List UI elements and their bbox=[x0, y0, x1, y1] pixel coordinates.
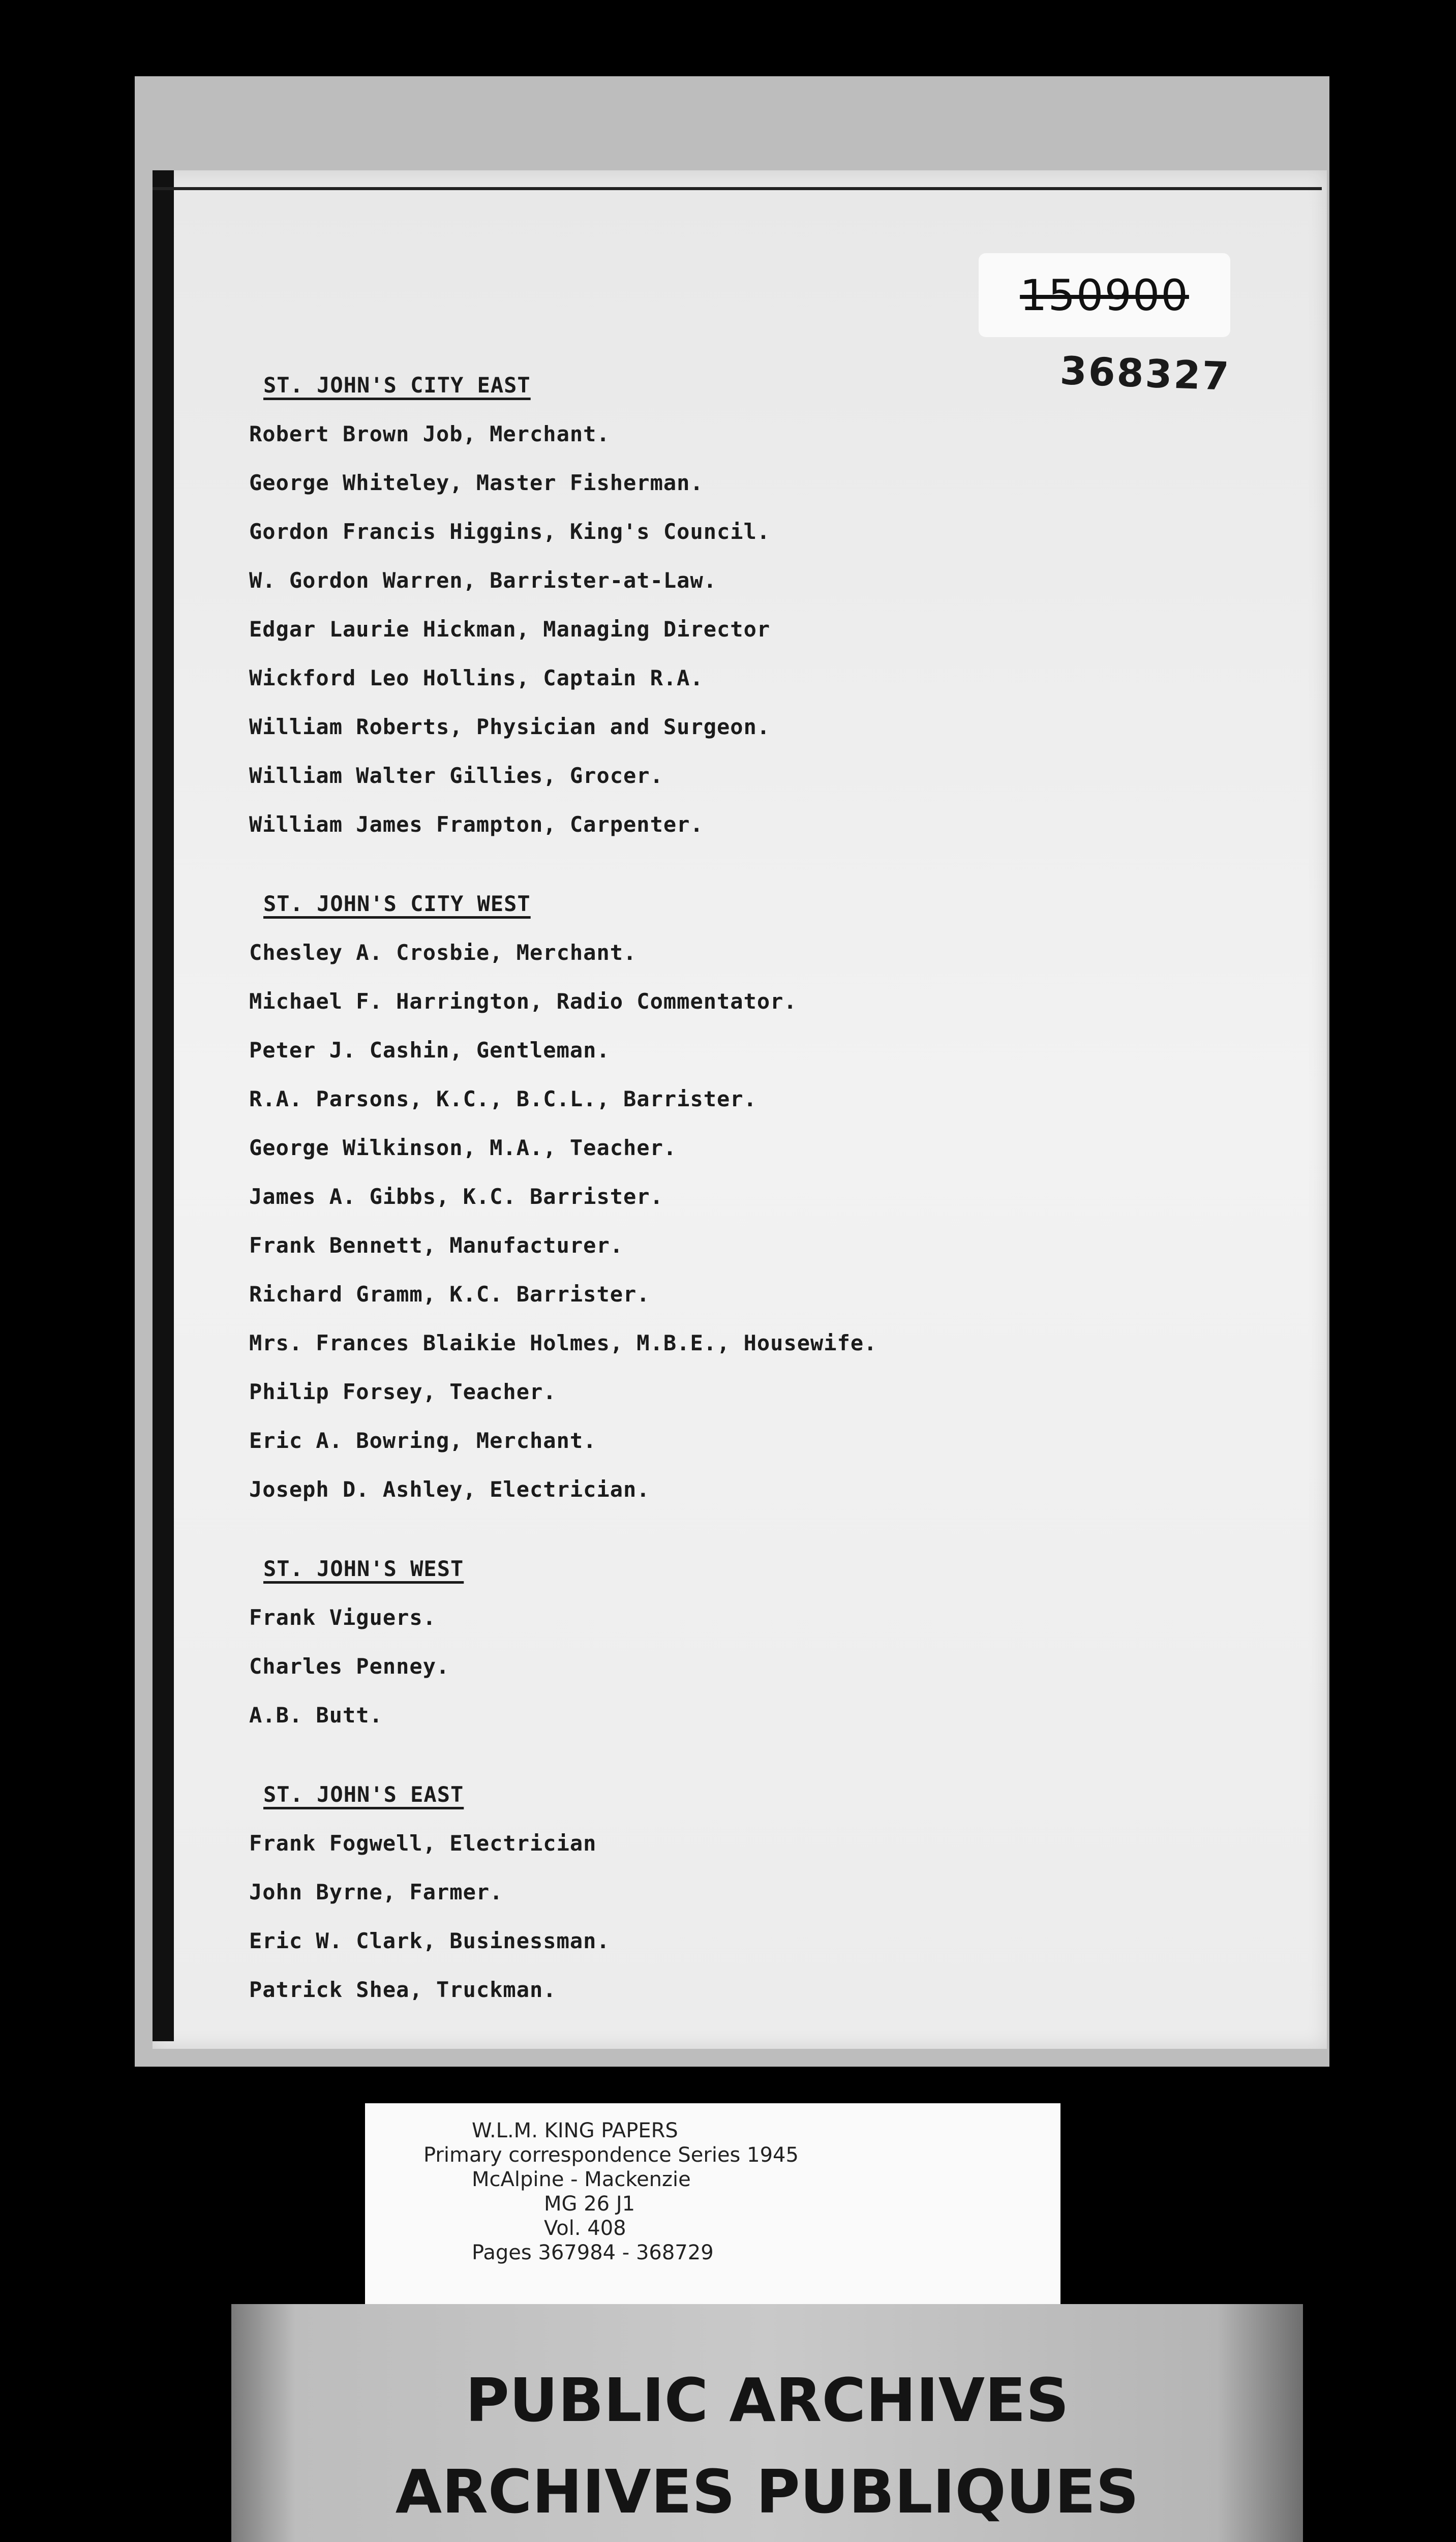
list-item: Frank Fogwell, Electrician bbox=[249, 1831, 597, 1856]
document-body bbox=[249, 361, 1215, 2014]
list-item: Wickford Leo Hollins, Captain R.A. bbox=[249, 665, 704, 690]
list-item: Robert Brown Job, Merchant. bbox=[249, 421, 610, 446]
section-east bbox=[249, 1770, 1215, 2014]
reference-volume: Vol. 408 bbox=[544, 2217, 626, 2240]
reference-series: Primary correspondence Series 1945 bbox=[423, 2143, 799, 2167]
reference-card bbox=[365, 2103, 1060, 2304]
section-gap bbox=[249, 1740, 1215, 1770]
list-item: Frank Viguers. bbox=[249, 1605, 437, 1630]
page-shadow-edge bbox=[153, 170, 174, 2041]
reference-mg: MG 26 J1 bbox=[544, 2192, 635, 2216]
list-item: George Whiteley, Master Fisherman. bbox=[249, 470, 704, 495]
list-item: Michael F. Harrington, Radio Commentator. bbox=[249, 989, 797, 1014]
list-item: Richard Gramm, K.C. Barrister. bbox=[249, 1282, 650, 1307]
section-city-east bbox=[249, 361, 1215, 849]
list-item: Frank Bennett, Manufacturer. bbox=[249, 1233, 624, 1258]
list-item: Mrs. Frances Blaikie Holmes, M.B.E., Housewife. bbox=[249, 1330, 877, 1355]
list-item: Joseph D. Ashley, Electrician. bbox=[249, 1477, 650, 1502]
section-gap bbox=[249, 849, 1215, 880]
reference-range: McAlpine - Mackenzie bbox=[472, 2168, 691, 2191]
section-heading: ST. JOHN'S CITY EAST bbox=[263, 373, 531, 398]
section-city-west bbox=[249, 880, 1215, 1514]
old-number: 150900 bbox=[1020, 270, 1189, 320]
old-number-label bbox=[979, 253, 1230, 337]
list-item: Chesley A. Crosbie, Merchant. bbox=[249, 940, 637, 965]
list-item: Charles Penney. bbox=[249, 1654, 450, 1679]
page-number: 368327 bbox=[1059, 348, 1231, 399]
reference-pages: Pages 367984 - 368729 bbox=[472, 2241, 714, 2264]
list-item: Peter J. Cashin, Gentleman. bbox=[249, 1038, 610, 1063]
section-heading: ST. JOHN'S EAST bbox=[263, 1782, 464, 1807]
list-item: Gordon Francis Higgins, King's Council. bbox=[249, 519, 771, 544]
list-item: W. Gordon Warren, Barrister-at-Law. bbox=[249, 568, 717, 593]
list-item: John Byrne, Farmer. bbox=[249, 1880, 503, 1904]
stamp-line-archives-publiques: ARCHIVES PUBLIQUES bbox=[395, 2457, 1139, 2527]
list-item: Eric W. Clark, Businessman. bbox=[249, 1928, 610, 1953]
section-gap bbox=[249, 1514, 1215, 1545]
page-top-edge bbox=[153, 187, 1322, 190]
list-item: James A. Gibbs, K.C. Barrister. bbox=[249, 1184, 663, 1209]
list-item: Eric A. Bowring, Merchant. bbox=[249, 1428, 597, 1453]
list-item: William Walter Gillies, Grocer. bbox=[249, 763, 663, 788]
section-heading: ST. JOHN'S WEST bbox=[263, 1556, 464, 1581]
list-item: A.B. Butt. bbox=[249, 1703, 383, 1728]
stamp-line-public-archives: PUBLIC ARCHIVES bbox=[465, 2365, 1069, 2435]
list-item: Philip Forsey, Teacher. bbox=[249, 1379, 557, 1404]
section-west bbox=[249, 1545, 1215, 1740]
list-item: R.A. Parsons, K.C., B.C.L., Barrister. bbox=[249, 1086, 757, 1111]
list-item: George Wilkinson, M.A., Teacher. bbox=[249, 1135, 677, 1160]
list-item: William Roberts, Physician and Surgeon. bbox=[249, 714, 771, 739]
list-item: Edgar Laurie Hickman, Managing Director bbox=[249, 617, 771, 642]
list-item: William James Frampton, Carpenter. bbox=[249, 812, 704, 837]
list-item: Patrick Shea, Truckman. bbox=[249, 1977, 557, 2002]
reference-title: W.L.M. KING PAPERS bbox=[472, 2119, 678, 2142]
archive-stamp bbox=[231, 2304, 1303, 2542]
section-heading: ST. JOHN'S CITY WEST bbox=[263, 891, 531, 916]
